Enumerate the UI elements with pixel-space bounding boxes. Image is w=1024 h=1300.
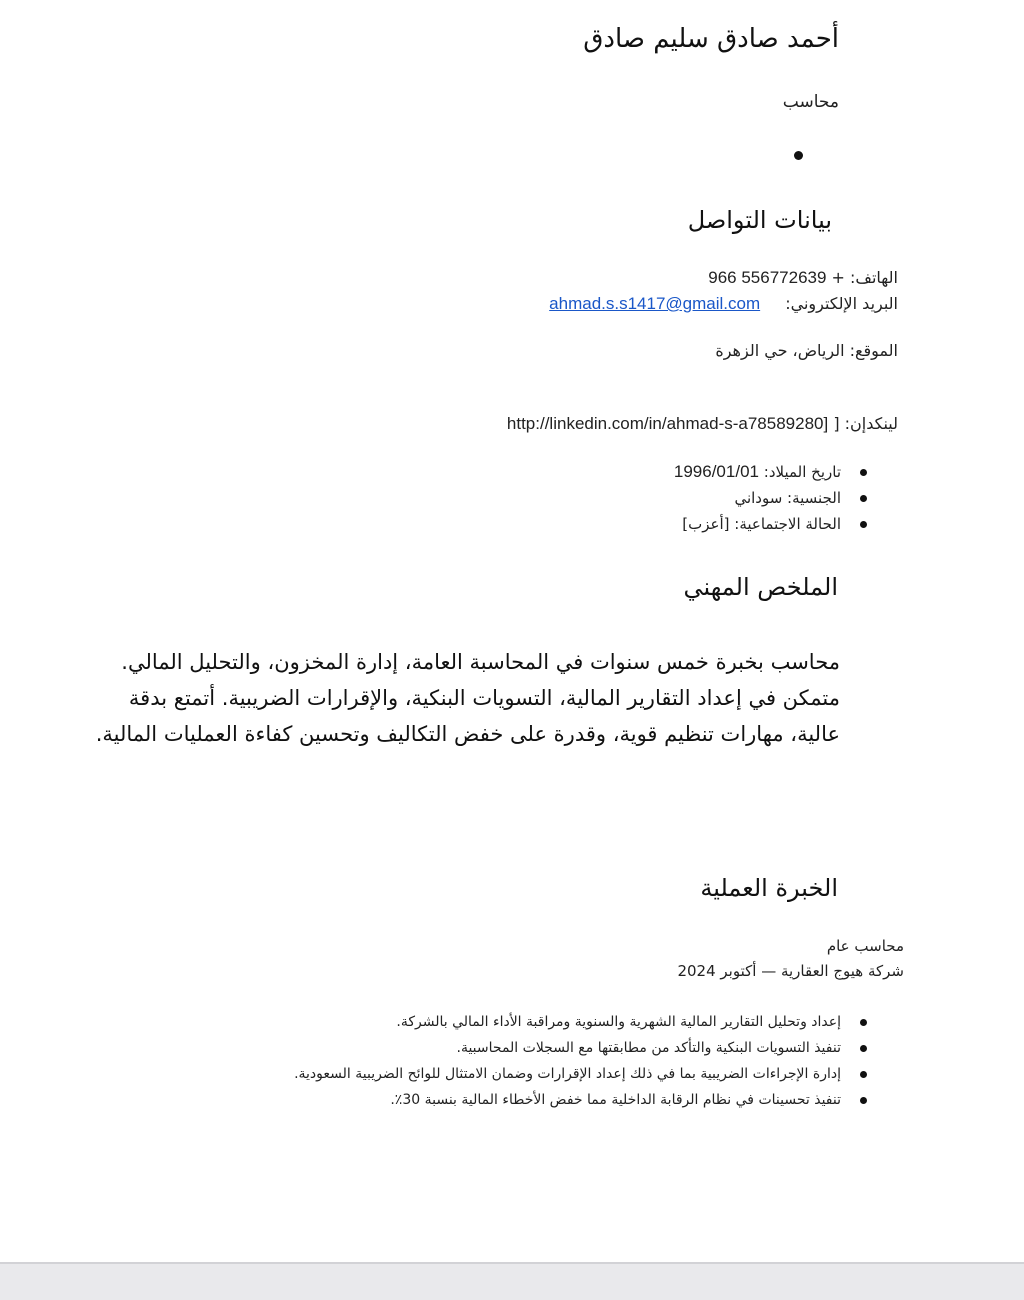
full-name: أحمد صادق سليم صادق bbox=[583, 24, 839, 54]
list-item-nationality bbox=[674, 487, 869, 513]
linkedin-line bbox=[507, 414, 898, 434]
location-line: الموقع: الرياض، حي الزهرة bbox=[715, 341, 898, 360]
job-company-date: شركة هيوج العقارية — أكتوبر 2024 bbox=[677, 962, 904, 980]
marital-status-text: الحالة الاجتماعية: [أعزب] bbox=[682, 515, 841, 533]
email-link[interactable]: ahmad.s.s1417@gmail.com bbox=[549, 294, 761, 313]
list-item: تنفيذ التسويات البنكية والتأكد من مطابقتها مع السجلات المحاسبية. bbox=[294, 1037, 869, 1063]
email-label: البريد الإلكتروني: bbox=[785, 294, 898, 313]
phone-label: الهاتف: + bbox=[831, 268, 898, 287]
list-item-marital-status bbox=[674, 513, 869, 539]
list-item-birthdate bbox=[674, 461, 869, 487]
job-tasks-list bbox=[294, 1011, 869, 1115]
job-role: محاسب bbox=[782, 92, 839, 112]
bottom-bar bbox=[0, 1262, 1024, 1300]
phone-line bbox=[708, 268, 898, 288]
birthdate-label: تاريخ الميلاد: bbox=[763, 463, 841, 481]
job-title: محاسب عام bbox=[826, 937, 904, 955]
list-item: إعداد وتحليل التقارير المالية الشهرية والسنوية ومراقبة الأداء المالي بالشركة. bbox=[294, 1011, 869, 1037]
phone-value: 966 556772639 bbox=[708, 268, 827, 287]
summary-heading: الملخص المهني bbox=[683, 573, 838, 601]
linkedin-label: لينكدإن: [ bbox=[833, 414, 898, 433]
nationality-text: الجنسية: سوداني bbox=[734, 489, 841, 507]
linkedin-url[interactable]: http://linkedin.com/in/ahmad-s-a78589280] bbox=[506, 414, 829, 433]
bullet-dot bbox=[794, 151, 803, 160]
list-item: إدارة الإجراءات الضريبية بما في ذلك إعداد الإقرارات وضمان الامتثال للوائح الضريبية السعودية. bbox=[294, 1063, 869, 1089]
email-line bbox=[549, 294, 898, 314]
contact-heading: بيانات التواصل bbox=[687, 206, 832, 234]
experience-heading: الخبرة العملية bbox=[700, 874, 838, 902]
summary-paragraph: محاسب بخبرة خمس سنوات في المحاسبة العامة، إدارة المخزون، والتحليل المالي. متمكن في إعداد التقارير المالية، التسويات البنكية، والإقرارات الضريبية. أتمتع بدقة عالية، مهارات تنظيم قوية، وقدرة على خفض التكاليف وتحسين كفاءة العمليات المالية. bbox=[95, 650, 840, 746]
birthdate-value: 1996/01/01 bbox=[673, 462, 759, 481]
personal-info-list bbox=[674, 461, 869, 539]
list-item: تنفيذ تحسينات في نظام الرقابة الداخلية مما خفض الأخطاء المالية بنسبة 30٪. bbox=[294, 1089, 869, 1115]
